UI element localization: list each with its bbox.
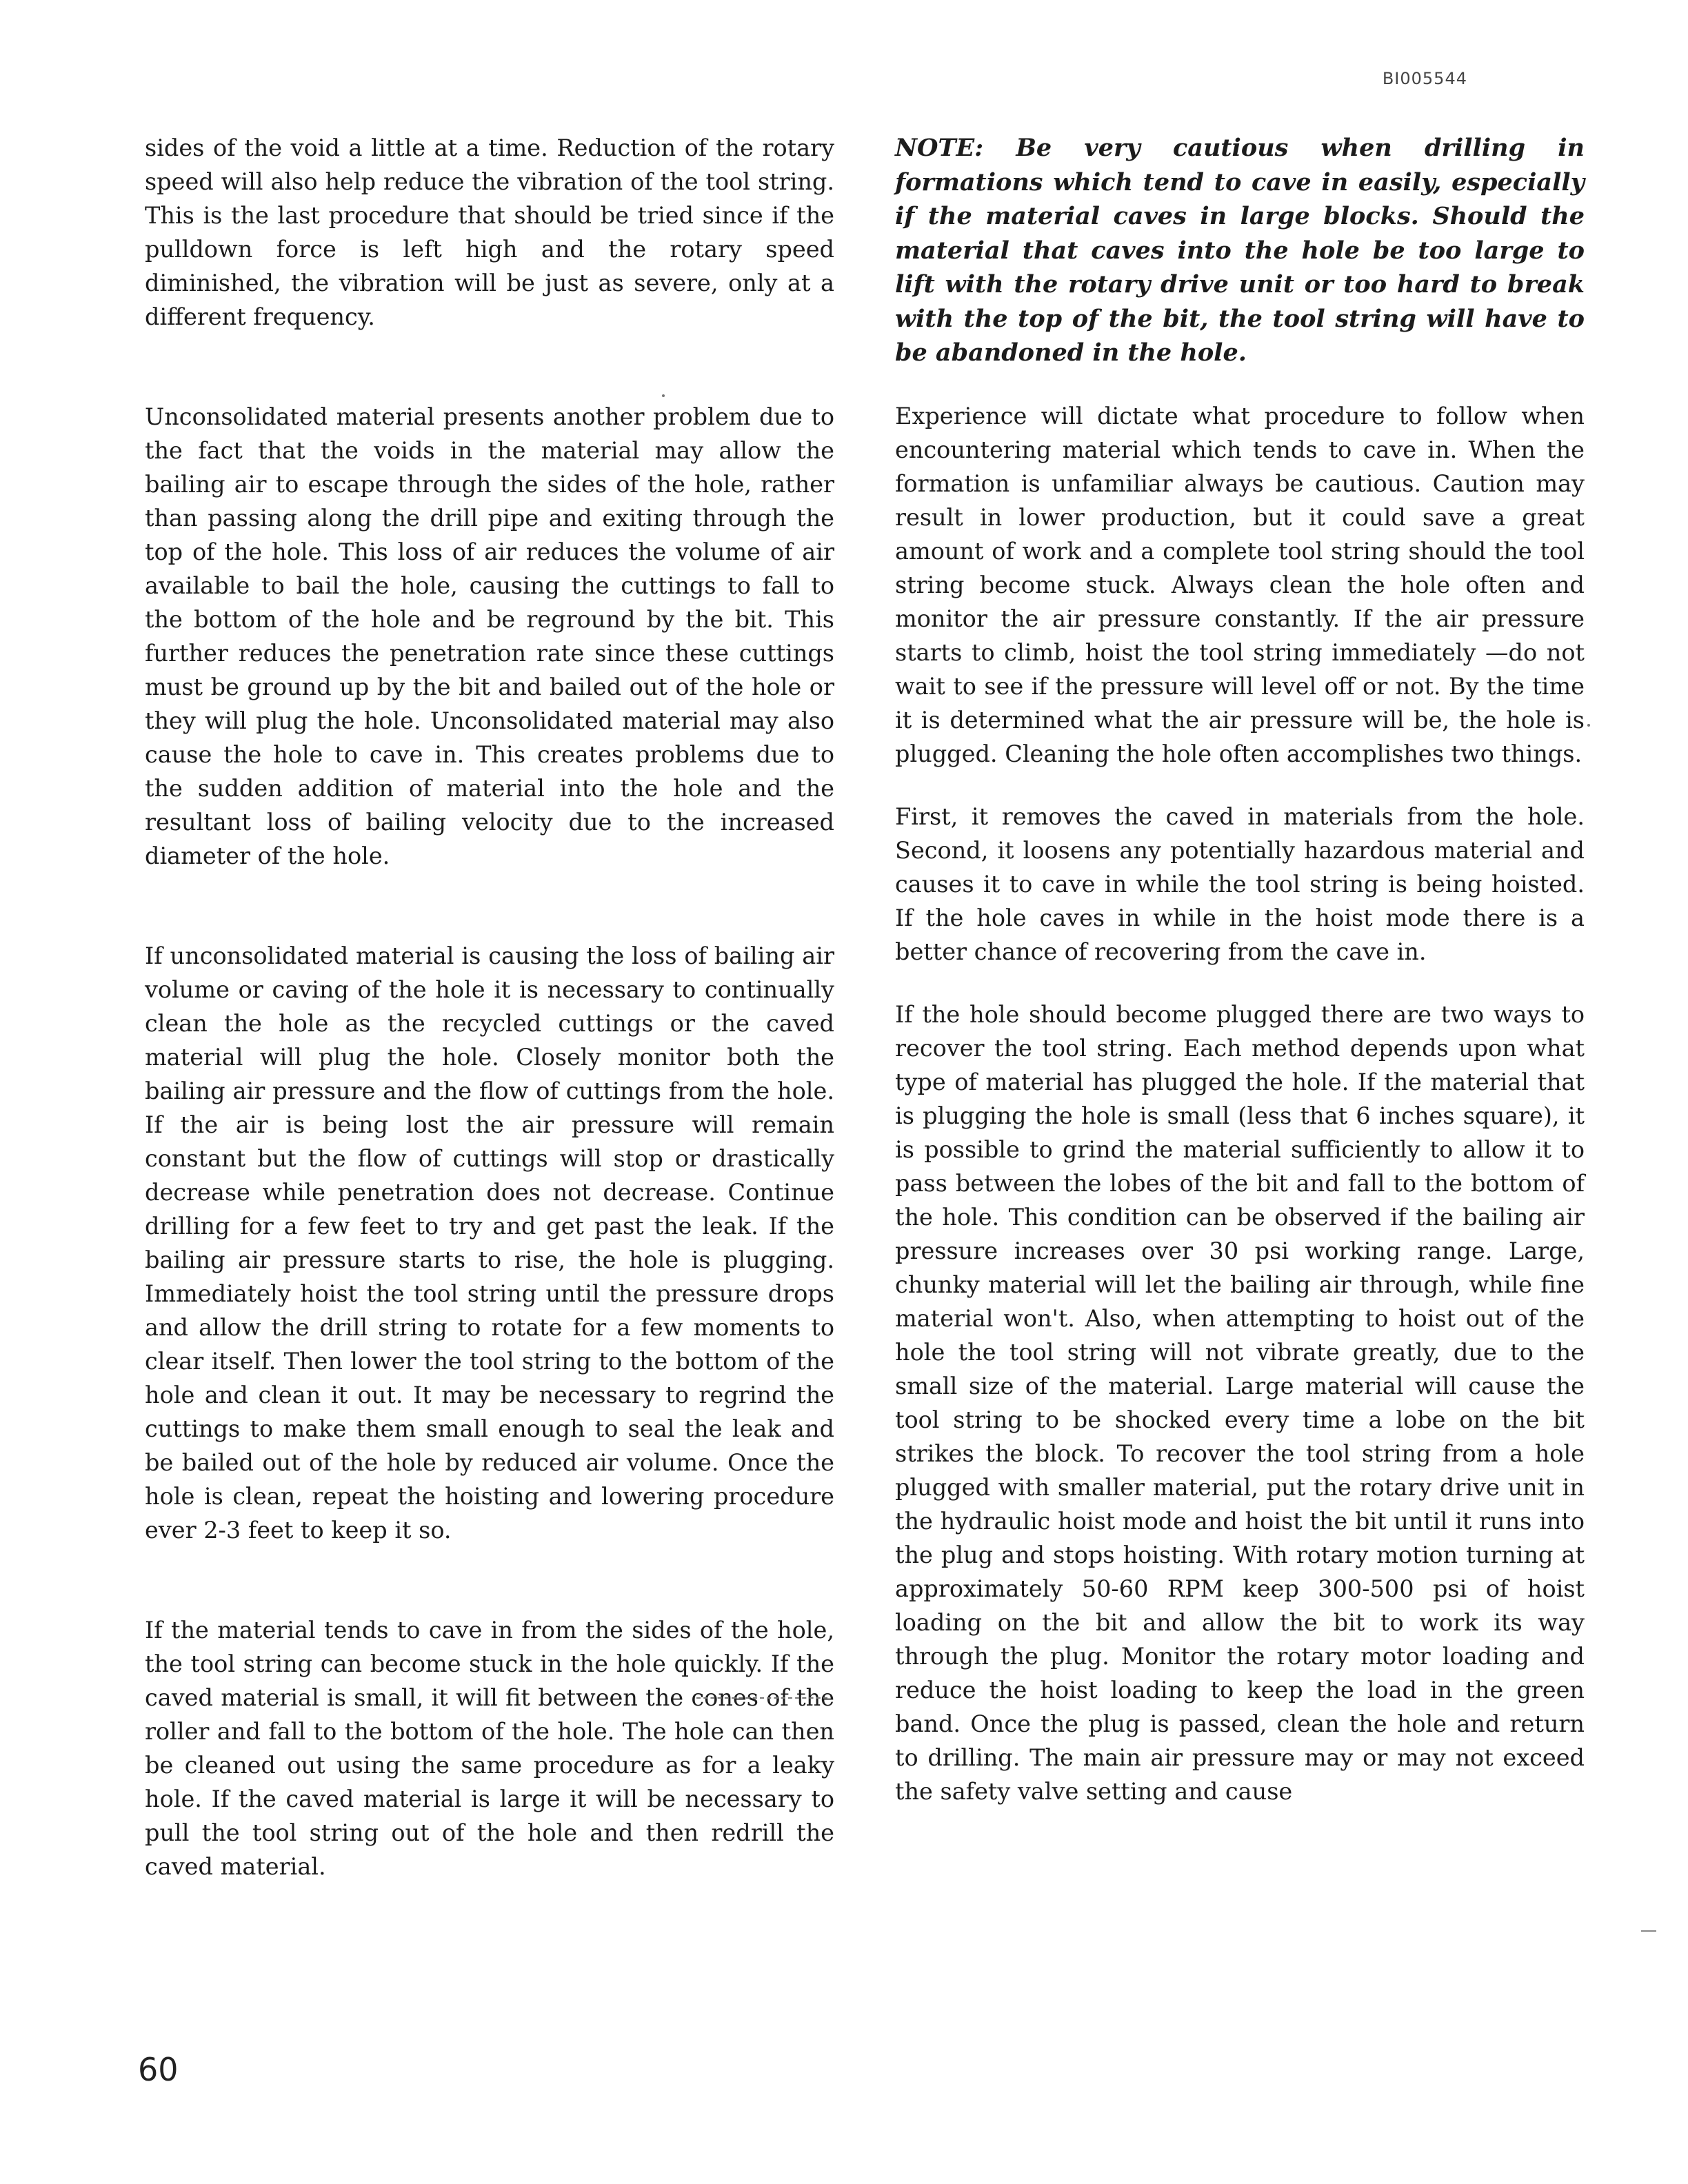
- left-paragraph-4: If the material tends to cave in from the sides of the hole, the tool string can become stuck in the hole quickly. If the caved material is small, it will fit between the cones of the roller and fall to the bottom of the hole. The hole can then be cleaned out using the same procedure as for a leaky hole. If the caved material is large it will be necessary to pull the tool string out of the hole and then redrill the caved material.: [145, 1617, 834, 1880]
- left-paragraph-1: sides of the void a little at a time. Reduction of the rotary speed will also help reduce the vibration of the tool string. This is the last procedure that should be tried since if the pulldown force is left high and the rotary speed diminished, the vibration will be just as severe, only at a different frequency.: [145, 134, 834, 330]
- scan-speck: [662, 394, 665, 397]
- caution-note: NOTE: Be very cautious when drilling in formations which tend to cave in easily, especially if the material caves in large blocks. Should the material that caves into the hole be too large to lift with the rotary drive unit or too hard to break with the top of the bit, the tool string will have to be abandoned in the hole.: [895, 134, 1585, 367]
- left-paragraph-3: If unconsolidated material is causing the loss of bailing air volume or caving of the hole it is necessary to continually clean the hole as the recycled cuttings or the caved material will plug the hole. Closely monitor both the bailing air pressure and the flow of cuttings from the hole. If the air is being lost the air pressure will remain constant but the flow of cuttings will stop or drastically decrease while penetration does not decrease. Continue drilling for a few feet to try and get past the leak. If the bailing air pressure starts to rise, the hole is plugging. Immediately hoist the tool string until the pressure drops and allow the drill string to rotate for a few moments to clear itself. Then lower the tool string to the bottom of the hole and clean it out. It may be necessary to regrind the cuttings to make them small enough to seal the leak and be bailed out of the hole by reduced air volume. Once the hole is clean, repeat the hoisting and lowering procedure ever 2-3 feet to keep it so.: [145, 942, 834, 1544]
- left-column: [145, 131, 834, 1883]
- right-paragraph-2: First, it removes the caved in materials from the hole. Second, it loosens any potentially hazardous material and causes it to cave in while the tool string is being hoisted. If the hole caves in while in the hoist mode there is a better chance of recovering from the cave in.: [895, 802, 1585, 965]
- document-id: BI005544: [1382, 69, 1467, 88]
- right-column: [895, 131, 1585, 1808]
- scan-dash-mark: [696, 1697, 827, 1700]
- right-paragraph-1: Experience will dictate what procedure to follow when encountering material which tends to cave in. When the formation is unfamiliar always be cautious. Caution may result in lower production, but it could save a great amount of work and a complete tool string should the tool string become stuck. Always clean the hole often and monitor the air pressure constantly. If the air pressure starts to climb, hoist the tool string immediately —do not wait to see if the pressure will level off or not. By the time it is determined what the air pressure will be, the hole is plugged. Cleaning the hole often accomplishes two things.: [895, 402, 1585, 767]
- right-paragraph-3: If the hole should become plugged there are two ways to recover the tool string. Each method depends upon what type of material has plugged the hole. If the material that is plugging the hole is small (less that 6 inches square), it is possible to grind the material sufficiently to allow it to pass between the lobes of the bit and fall to the bottom of the hole. This condition can be observed if the bailing air pressure increases over 30 psi working range. Large, chunky material will let the bailing air through, while fine material won't. Also, when attempting to hoist out of the hole the tool string will not vibrate greatly, due to the small size of the material. Large material will cause the tool string to be shocked every time a lobe on the bit strikes the block. To recover the tool string from a hole plugged with smaller material, put the rotary drive unit in the hydraulic hoist mode and hoist the bit until it runs into the plug and stops hoisting. With rotary motion turning at approximately 50-60 RPM keep 300-500 psi of hoist loading on the bit and allow the bit to work its way through the plug. Monitor the rotary motor loading and reduce the hoist loading to keep the load in the green band. Once the plug is passed, clean the hole and return to drilling. The main air pressure may or may not exceed the safety valve setting and cause: [895, 1000, 1585, 1805]
- left-paragraph-2: Unconsolidated material presents another problem due to the fact that the voids in the material may allow the bailing air to escape through the sides of the hole, rather than passing along the drill pipe and exiting through the top of the hole. This loss of air reduces the volume of air available to bail the hole, causing the cuttings to fall to the bottom of the hole and be reground by the bit. This further reduces the penetration rate since these cuttings must be ground up by the bit and bailed out of the hole or they will plug the hole. Unconsolidated material may also cause the hole to cave in. This creates problems due to the sudden addition of material into the hole and the resultant loss of bailing velocity due to the increased diameter of the hole.: [145, 403, 834, 869]
- scan-speck: [1587, 724, 1590, 727]
- scan-margin-mark: [1641, 1930, 1656, 1932]
- page-number: 60: [138, 2051, 179, 2088]
